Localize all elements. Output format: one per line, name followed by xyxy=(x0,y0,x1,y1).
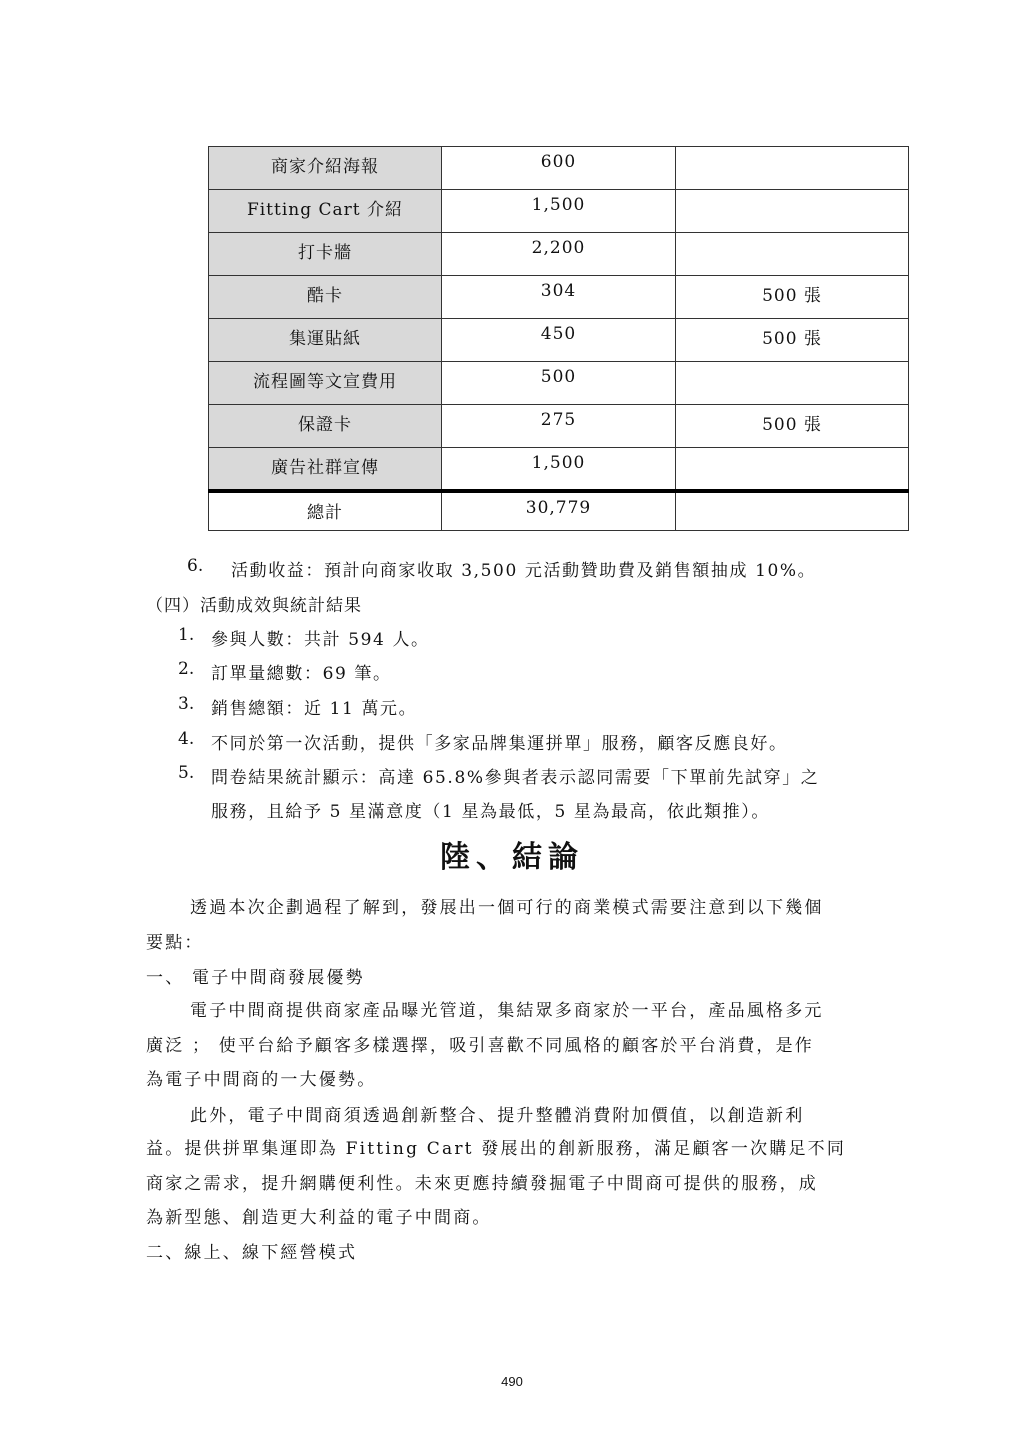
total-label: 總計 xyxy=(209,491,442,531)
list-item: 不同於第一次活動，提供「多家品牌集運拼單」服務，顧客反應良好。 xyxy=(211,734,788,754)
note-cell: 500 張 xyxy=(676,405,909,448)
item-cell: 集運貼紙 xyxy=(209,319,442,362)
paragraph-line: 要點： xyxy=(146,933,204,953)
paragraph-line: 益。提供拼單集運即為 Fitting Cart 發展出的創新服務，滿足顧客一次購足不同 xyxy=(146,1139,847,1159)
list-item: 參與人數：共計 594 人。 xyxy=(211,630,430,650)
list-number: 6. xyxy=(187,556,204,576)
amount-cell: 2,200 xyxy=(442,233,676,276)
item-cell: Fitting Cart 介紹 xyxy=(209,190,442,233)
list-item: 訂單量總數：69 筆。 xyxy=(211,664,392,684)
table-row xyxy=(209,319,909,362)
amount-cell: 600 xyxy=(442,147,676,190)
list-item: 活動收益：預計向商家收取 3,500 元活動贊助費及銷售額抽成 10%。 xyxy=(231,561,817,581)
table-row xyxy=(209,190,909,233)
item-cell: 商家介紹海報 xyxy=(209,147,442,190)
page-number: 490 xyxy=(501,1374,523,1389)
list-number: 4. xyxy=(178,729,195,749)
total-row xyxy=(209,491,909,531)
list-number: 2. xyxy=(178,659,195,679)
paragraph-line: 為新型態、創造更大利益的電子中間商。 xyxy=(146,1208,492,1228)
table-row xyxy=(209,448,909,491)
item-cell: 廣告社群宣傳 xyxy=(209,448,442,491)
total-amount: 30,779 xyxy=(442,491,676,531)
list-item: 銷售總額：近 11 萬元。 xyxy=(211,699,418,719)
point-heading: 二、線上、線下經營模式 xyxy=(146,1243,358,1263)
subsection-heading: （四）活動成效與統計結果 xyxy=(146,596,362,616)
list-number: 1. xyxy=(178,625,195,645)
amount-cell: 304 xyxy=(442,276,676,319)
amount-cell: 450 xyxy=(442,319,676,362)
note-cell xyxy=(676,448,909,491)
paragraph-line: 電子中間商提供商家產品曝光管道，集結眾多商家於一平台，產品風格多元 xyxy=(190,1001,824,1021)
item-cell: 流程圖等文宣費用 xyxy=(209,362,442,405)
note-cell: 500 張 xyxy=(676,276,909,319)
item-cell: 酷卡 xyxy=(209,276,442,319)
paragraph-line: 廣泛 ； 使平台給予顧客多樣選擇，吸引喜歡不同風格的顧客於平台消費，是作 xyxy=(146,1036,815,1056)
amount-cell: 1,500 xyxy=(442,190,676,233)
table-row xyxy=(209,405,909,448)
list-item-continuation: 服務，且給予 5 星滿意度（1 星為最低，5 星為最高，依此類推）。 xyxy=(211,802,770,822)
note-cell xyxy=(676,190,909,233)
paragraph-line: 此外，電子中間商須透過創新整合、提升整體消費附加價值，以創造新利 xyxy=(190,1106,805,1126)
list-number: 5. xyxy=(178,763,195,783)
section-heading: 陸、結論 xyxy=(440,840,584,875)
paragraph-line: 商家之需求，提升網購便利性。未來更應持續發掘電子中間商可提供的服務，成 xyxy=(146,1174,818,1194)
list-item: 問卷結果統計顯示：高達 65.8%參與者表示認同需要「下單前先試穿」之 xyxy=(211,768,820,788)
list-number: 3. xyxy=(178,694,195,714)
note-cell xyxy=(676,147,909,190)
note-cell xyxy=(676,233,909,276)
cost-table xyxy=(208,146,909,531)
item-cell: 打卡牆 xyxy=(209,233,442,276)
total-note xyxy=(676,491,909,531)
amount-cell: 1,500 xyxy=(442,448,676,491)
table-row xyxy=(209,147,909,190)
point-heading: 一、 電子中間商發展優勢 xyxy=(146,968,365,988)
table-row xyxy=(209,362,909,405)
amount-cell: 500 xyxy=(442,362,676,405)
note-cell xyxy=(676,362,909,405)
paragraph-line: 透過本次企劃過程了解到，發展出一個可行的商業模式需要注意到以下幾個 xyxy=(190,898,824,918)
paragraph-line: 為電子中間商的一大優勢。 xyxy=(146,1070,377,1090)
table-row xyxy=(209,233,909,276)
amount-cell: 275 xyxy=(442,405,676,448)
table-row xyxy=(209,276,909,319)
item-cell: 保證卡 xyxy=(209,405,442,448)
note-cell: 500 張 xyxy=(676,319,909,362)
